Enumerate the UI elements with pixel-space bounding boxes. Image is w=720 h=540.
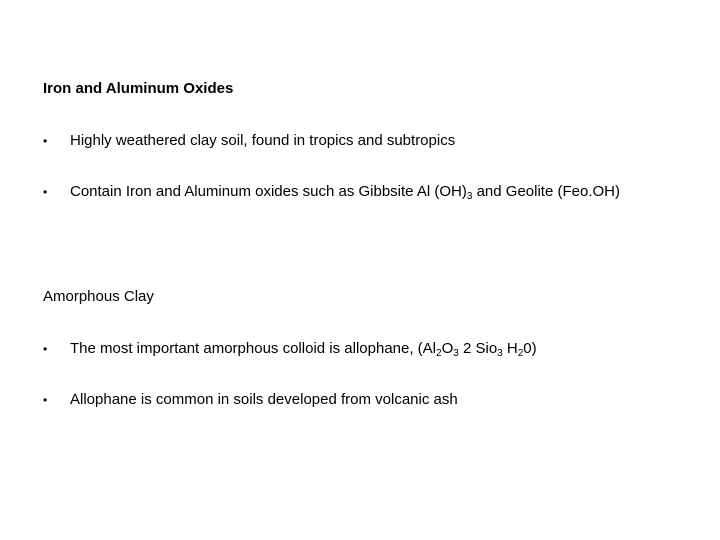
bullet-text: Highly weathered clay soil, found in tropics and subtropics: [70, 132, 456, 149]
bullet-marker: •: [43, 185, 48, 199]
section-heading-amorphous-clay: Amorphous Clay: [43, 288, 154, 305]
bullet-text: Allophane is common in soils developed from volcanic ash: [70, 391, 458, 408]
bullet-marker: •: [43, 134, 48, 148]
bullet-marker: •: [43, 342, 48, 356]
bullet-marker: •: [43, 393, 48, 407]
bullet-text: Contain Iron and Aluminum oxides such as Gibbsite Al $(OH)_3$ and Geolite (Feo.OH): [70, 183, 620, 202]
section-heading-iron-aluminum-oxides: Iron and Aluminum Oxides: [43, 80, 234, 97]
bullet-text: The most important amorphous colloid is allophane, ($Al_2O_3$ 2 Sio$_3$ $H_20$): [70, 340, 537, 359]
